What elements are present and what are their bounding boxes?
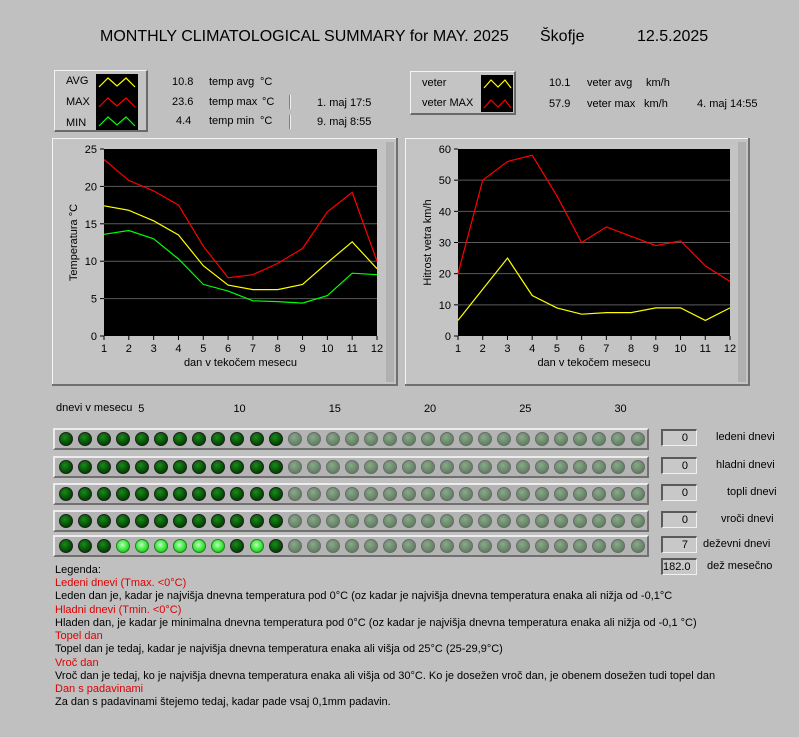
day-count: 0 <box>661 457 697 474</box>
temp-min-value: 4.4 <box>176 115 192 127</box>
y-tick-label: 60 <box>438 144 451 156</box>
temp-min-name: temp min <box>209 115 255 127</box>
day-led <box>497 432 511 446</box>
legend-heading: Topel dan <box>55 630 103 642</box>
page-title: MONTHLY CLIMATOLOGICAL SUMMARY for MAY. 2025 <box>100 28 509 45</box>
day-row-0 <box>53 428 649 450</box>
day-led <box>631 460 645 474</box>
legend-swatches <box>96 74 138 130</box>
day-led <box>611 514 625 528</box>
day-count: 7 <box>661 536 697 553</box>
y-tick-label: 30 <box>438 237 451 250</box>
wind-legend-swatches <box>481 75 513 112</box>
day-led <box>135 432 149 446</box>
day-led <box>59 539 73 553</box>
day-led <box>173 432 187 446</box>
day-led <box>383 432 397 446</box>
y-tick-label: 10 <box>438 299 451 312</box>
day-led <box>59 514 73 528</box>
day-led <box>611 539 625 553</box>
day-row-1 <box>53 456 649 478</box>
day-led <box>554 432 568 446</box>
y-tick-label: 20 <box>84 181 97 194</box>
legend-avg-label: AVG <box>66 75 89 87</box>
day-led <box>307 514 321 528</box>
day-led <box>211 487 225 501</box>
x-tick-label: 1 <box>100 343 108 355</box>
temp-max-value: 23.6 <box>172 96 194 108</box>
day-led <box>421 432 435 446</box>
temperature-chart <box>52 138 398 386</box>
day-led <box>97 514 111 528</box>
day-row-label: ledeni dnevi <box>716 431 775 443</box>
wind-avg-value: 10.1 <box>549 77 571 89</box>
day-led <box>326 487 340 501</box>
temp-max-time: 1. maj 17:5 <box>317 97 372 109</box>
day-led <box>345 487 359 501</box>
day-led <box>288 460 302 474</box>
day-led <box>250 487 264 501</box>
day-led <box>364 487 378 501</box>
temp-min-unit: °C <box>260 115 273 127</box>
day-led <box>116 487 130 501</box>
day-led <box>345 539 359 553</box>
day-led <box>631 487 645 501</box>
day-led <box>535 432 549 446</box>
x-tick-label: 6 <box>225 343 232 355</box>
day-led <box>554 487 568 501</box>
day-led <box>402 432 416 446</box>
day-led <box>269 432 283 446</box>
y-axis-label: Hitrost vetra km/h <box>422 199 434 286</box>
day-led <box>573 487 587 501</box>
legend-min-label: MIN <box>66 117 87 129</box>
day-led <box>516 432 530 446</box>
day-led <box>554 460 568 474</box>
day-led <box>192 514 206 528</box>
day-led <box>192 432 206 446</box>
day-led <box>78 514 92 528</box>
day-led <box>230 460 244 474</box>
y-tick-label: 50 <box>438 175 451 188</box>
legend-title: Legenda: <box>55 564 101 576</box>
day-led <box>440 487 454 501</box>
day-led <box>459 514 473 528</box>
day-led <box>421 487 435 501</box>
station-name: Škofje <box>540 28 585 45</box>
day-led <box>459 539 473 553</box>
day-led <box>383 487 397 501</box>
day-led <box>154 460 168 474</box>
day-led <box>573 539 587 553</box>
day-led <box>250 460 264 474</box>
day-led <box>97 487 111 501</box>
day-led <box>631 539 645 553</box>
day-led <box>269 539 283 553</box>
day-led <box>326 514 340 528</box>
day-led <box>478 432 492 446</box>
day-tick-label: 25 <box>519 403 532 415</box>
wind-chart <box>405 138 750 386</box>
day-led <box>535 460 549 474</box>
day-led <box>59 460 73 474</box>
day-led <box>478 539 492 553</box>
day-led <box>173 487 187 501</box>
rain-label: dež mesečno <box>707 560 773 572</box>
day-led <box>631 514 645 528</box>
day-led <box>154 487 168 501</box>
day-led <box>554 539 568 553</box>
day-led <box>307 460 321 474</box>
day-led <box>78 432 92 446</box>
day-led <box>97 460 111 474</box>
y-tick-label: 10 <box>84 256 97 269</box>
day-led <box>307 539 321 553</box>
day-led <box>516 514 530 528</box>
day-led <box>78 487 92 501</box>
day-led <box>326 460 340 474</box>
frame-bevel <box>738 142 746 382</box>
day-led <box>211 460 225 474</box>
day-led <box>478 514 492 528</box>
day-led <box>440 460 454 474</box>
day-led <box>192 487 206 501</box>
day-led <box>592 514 606 528</box>
day-led <box>269 460 283 474</box>
day-led <box>78 460 92 474</box>
day-led <box>173 539 187 553</box>
day-led <box>440 514 454 528</box>
day-led <box>230 514 244 528</box>
day-led <box>478 487 492 501</box>
day-led <box>135 514 149 528</box>
x-tick-label: 5 <box>553 343 560 355</box>
day-led <box>288 539 302 553</box>
x-tick-label: 7 <box>249 343 256 355</box>
day-led <box>631 432 645 446</box>
x-tick-label: 12 <box>723 343 737 355</box>
y-tick-label: 0 <box>90 331 97 343</box>
day-led <box>269 487 283 501</box>
day-led <box>326 432 340 446</box>
day-led <box>250 539 264 553</box>
day-led <box>573 432 587 446</box>
day-led <box>192 460 206 474</box>
y-tick-label: 40 <box>438 206 451 219</box>
day-led <box>211 514 225 528</box>
day-led <box>135 539 149 553</box>
x-tick-label: 3 <box>504 343 511 355</box>
day-led <box>497 460 511 474</box>
day-led <box>135 487 149 501</box>
day-tick-label: 15 <box>328 403 341 415</box>
wind-max-time: 4. maj 14:55 <box>697 98 758 110</box>
rain-total: 182.0 <box>661 558 697 575</box>
legend-heading: Vroč dan <box>55 656 99 669</box>
day-led <box>402 460 416 474</box>
day-led <box>154 514 168 528</box>
y-tick-label: 20 <box>438 268 451 281</box>
x-axis-label: dan v tekočem mesecu <box>537 357 651 369</box>
day-led <box>230 487 244 501</box>
x-tick-label: 8 <box>274 343 281 355</box>
plot-area <box>104 149 377 336</box>
legend-max-label: MAX <box>66 96 90 108</box>
day-led <box>421 514 435 528</box>
day-led <box>516 539 530 553</box>
x-tick-label: 5 <box>200 343 207 355</box>
wind-max-name: veter max <box>587 98 636 110</box>
day-led <box>535 514 549 528</box>
report-date: 12.5.2025 <box>637 28 709 45</box>
day-row-label: topli dnevi <box>727 486 777 498</box>
day-led <box>59 432 73 446</box>
y-tick-label: 15 <box>84 218 97 231</box>
day-led <box>250 514 264 528</box>
day-led <box>116 460 130 474</box>
x-tick-label: 4 <box>175 343 182 355</box>
legend-heading: Ledeni dnevi (Tmax. <0°C) <box>55 577 187 589</box>
day-led <box>592 539 606 553</box>
day-led <box>307 487 321 501</box>
day-led <box>173 514 187 528</box>
day-led <box>383 539 397 553</box>
legend-heading: Dan s padavinami <box>55 683 144 695</box>
day-led <box>383 460 397 474</box>
x-tick-label: 1 <box>454 343 462 355</box>
day-led <box>421 460 435 474</box>
x-axis-label: dan v tekočem mesecu <box>183 357 298 369</box>
x-tick-label: 10 <box>321 343 334 355</box>
day-count: 0 <box>661 484 697 501</box>
temp-max-unit: °C <box>262 96 275 108</box>
day-led <box>592 432 606 446</box>
legend-text: Leden dan je, kadar je najvišja dnevna temperatura pod 0°C (oz kadar je najvišja dnevna temperatura enaka ali nižja od -0,1°C <box>55 590 673 602</box>
y-tick-label: 0 <box>444 331 451 343</box>
day-led <box>611 460 625 474</box>
divider <box>289 95 291 109</box>
day-led <box>116 539 130 553</box>
day-led <box>364 514 378 528</box>
day-led <box>592 487 606 501</box>
x-tick-label: 2 <box>125 343 132 355</box>
day-tick-label: 30 <box>614 403 627 415</box>
wind-avg-unit: km/h <box>646 77 670 89</box>
legend-wind-max-label: veter MAX <box>422 97 474 109</box>
day-led <box>516 487 530 501</box>
day-count: 0 <box>661 511 697 528</box>
day-led <box>402 539 416 553</box>
day-led <box>497 539 511 553</box>
day-led <box>459 432 473 446</box>
day-led <box>364 432 378 446</box>
temp-avg-name: temp avg <box>209 76 255 88</box>
day-row-3 <box>53 510 649 532</box>
day-led <box>116 432 130 446</box>
x-tick-label: 6 <box>578 343 585 355</box>
day-led <box>230 432 244 446</box>
y-axis-label: Temperatura °C <box>68 203 80 282</box>
x-tick-label: 3 <box>150 343 157 355</box>
day-led <box>497 514 511 528</box>
day-led <box>573 514 587 528</box>
temp-max-name: temp max <box>209 96 258 108</box>
y-tick-label: 5 <box>90 293 97 306</box>
day-led <box>288 432 302 446</box>
day-led <box>611 432 625 446</box>
day-led <box>173 460 187 474</box>
day-tick-label: 10 <box>233 403 246 415</box>
x-tick-label: 8 <box>628 343 635 355</box>
day-led <box>154 432 168 446</box>
divider <box>289 115 291 129</box>
day-led <box>402 487 416 501</box>
day-led <box>345 514 359 528</box>
temp-min-time: 9. maj 8:55 <box>317 116 372 128</box>
x-tick-label: 10 <box>674 343 687 355</box>
temp-legend <box>54 70 148 132</box>
wind-legend <box>410 71 516 115</box>
x-tick-label: 9 <box>652 343 659 355</box>
day-led <box>516 460 530 474</box>
day-led <box>592 460 606 474</box>
day-led <box>192 539 206 553</box>
legend-text: Za dan s padavinami štejemo tedaj, kadar pade vsaj 0,1mm padavin. <box>55 696 391 708</box>
day-led <box>326 539 340 553</box>
day-led <box>307 432 321 446</box>
legend-text: Hladen dan, je kadar je minimalna dnevna temperatura pod 0°C (oz kadar je najvišja dnevna temperatura enaka ali nižja od -0,1 °C) <box>55 616 697 629</box>
day-led <box>459 487 473 501</box>
legend-heading: Hladni dnevi (Tmin. <0°C) <box>55 603 182 616</box>
x-tick-label: 12 <box>370 343 384 355</box>
day-led <box>497 487 511 501</box>
day-count: 0 <box>661 429 697 446</box>
day-led <box>364 539 378 553</box>
day-led <box>383 514 397 528</box>
day-led <box>135 460 149 474</box>
x-tick-label: 4 <box>529 343 536 355</box>
x-tick-label: 7 <box>603 343 610 355</box>
day-led <box>288 487 302 501</box>
day-led <box>573 460 587 474</box>
day-led <box>97 539 111 553</box>
x-tick-label: 9 <box>299 343 306 355</box>
wind-max-unit: km/h <box>644 98 668 110</box>
legend-text: Topel dan je tedaj, kadar je najvišja dnevna temperatura enaka ali višja od 25°C (25-29,9°C) <box>55 643 503 655</box>
day-led <box>97 432 111 446</box>
frame-bevel <box>386 142 394 382</box>
day-led <box>440 539 454 553</box>
temp-avg-unit: °C <box>260 76 273 88</box>
day-row-label: deževni dnevi <box>703 538 771 550</box>
legend-wind-label: veter <box>422 77 447 89</box>
day-led <box>535 539 549 553</box>
x-tick-label: 2 <box>479 343 486 355</box>
day-led <box>554 514 568 528</box>
day-led <box>421 539 435 553</box>
temp-avg-value: 10.8 <box>172 76 194 88</box>
day-led <box>478 460 492 474</box>
wind-avg-name: veter avg <box>587 77 633 89</box>
x-tick-label: 11 <box>346 343 358 355</box>
y-tick-label: 25 <box>84 144 97 156</box>
days-label: dnevi v mesecu <box>56 402 133 414</box>
day-led <box>269 514 283 528</box>
day-led <box>59 487 73 501</box>
day-row-label: vroči dnevi <box>721 513 774 525</box>
day-led <box>288 514 302 528</box>
day-led <box>154 539 168 553</box>
day-led <box>250 432 264 446</box>
day-row-2 <box>53 483 649 505</box>
day-led <box>364 460 378 474</box>
day-led <box>116 514 130 528</box>
x-tick-label: 11 <box>699 343 711 355</box>
day-tick-label: 5 <box>138 403 145 415</box>
day-led <box>345 460 359 474</box>
day-led <box>611 487 625 501</box>
wind-max-value: 57.9 <box>549 98 571 110</box>
legend-text: Vroč dan je tedaj, ko je najvišja dnevna temperatura enaka ali višja od 30°C. Ko je dosežen vroč dan, je obenem dosežen tudi topel dan <box>55 669 716 682</box>
day-row-4 <box>53 535 649 557</box>
day-led <box>211 539 225 553</box>
day-led <box>211 432 225 446</box>
day-row-label: hladni dnevi <box>716 459 775 471</box>
day-led <box>345 432 359 446</box>
day-led <box>78 539 92 553</box>
day-led <box>402 514 416 528</box>
day-tick-label: 20 <box>423 403 437 415</box>
day-led <box>459 460 473 474</box>
day-led <box>230 539 244 553</box>
day-led <box>535 487 549 501</box>
day-led <box>440 432 454 446</box>
